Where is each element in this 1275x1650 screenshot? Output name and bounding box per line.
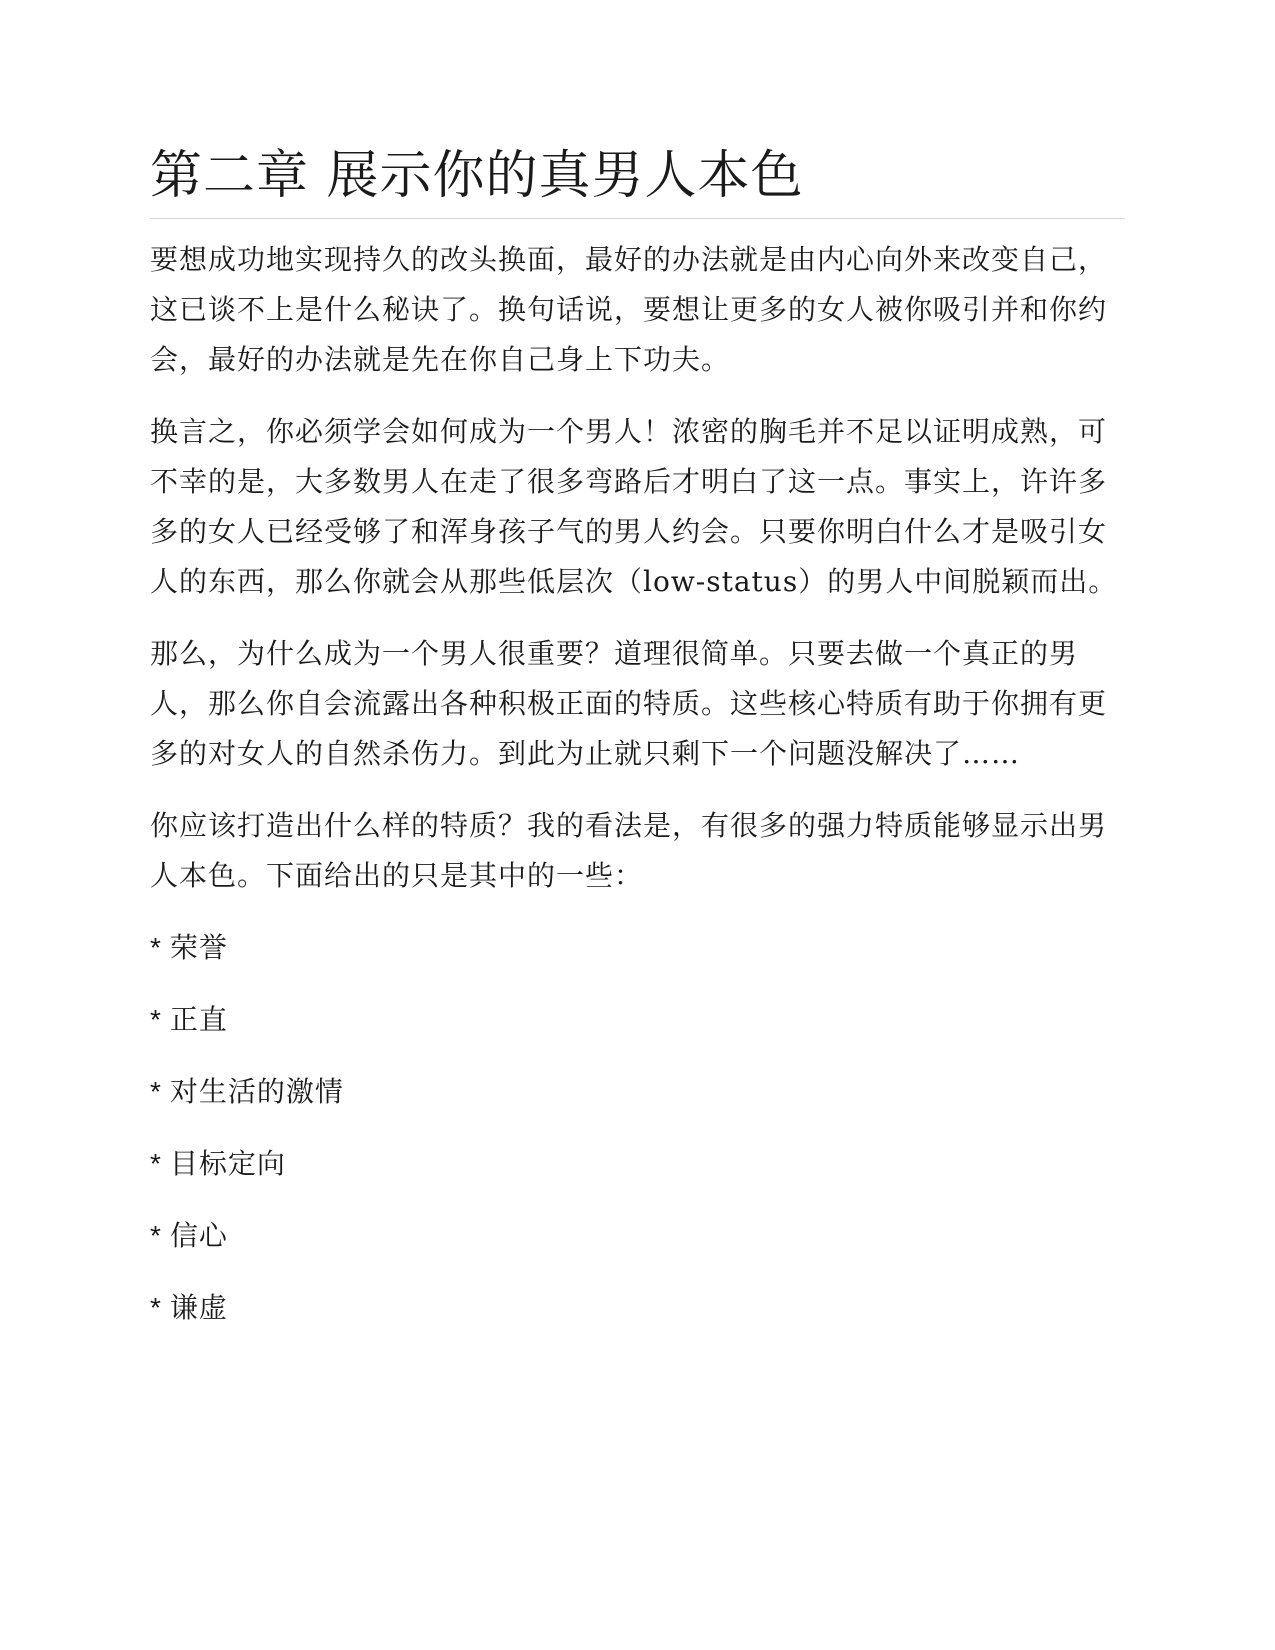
list-item (150, 1139, 1125, 1189)
bullet-marker: * (150, 1148, 162, 1179)
bullet-marker: * (150, 1004, 162, 1035)
paragraph-become-a-man: 换言之，你必须学会如何成为一个男人！浓密的胸毛并不足以证明成熟，可不幸的是，大多数男人在走了很多弯路后才明白了这一点。事实上，许许多多的女人已经受够了和浑身孩子气的男人约会。只要你明白什么才是吸引女人的东西，那么你就会从那些低层次（low-status）的男人中间脱颖而出。 (150, 415, 1118, 598)
trait-label: 对生活的激情 (169, 1075, 344, 1108)
traits-list (150, 923, 1125, 1333)
bullet-marker: * (150, 932, 162, 963)
paragraph-why-important: 那么，为什么成为一个男人很重要？道理很简单。只要去做一个真正的男人，那么你自会流露出各种积极正面的特质。这些核心特质有助于你拥有更多的对女人的自然杀伤力。到此为止就只剩下一个问题没解决了…… (150, 637, 1108, 770)
trait-label: 谦虚 (169, 1291, 228, 1324)
list-item (150, 923, 1125, 973)
list-item (150, 1067, 1125, 1117)
bullet-marker: * (150, 1220, 162, 1251)
paragraph-intro: 要想成功地实现持久的改头换面，最好的办法就是由内心向外来改变自己，这已谈不上是什么秘诀了。换句话说，要想让更多的女人被你吸引并和你约会，最好的办法就是先在你自己身上下功夫。 (150, 243, 1108, 376)
bullet-marker: * (150, 1292, 162, 1323)
paragraph-traits-intro: 你应该打造出什么样的特质？我的看法是，有很多的强力特质能够显示出男人本色。下面给出的只是其中的一些： (150, 809, 1108, 892)
bullet-marker: * (150, 1076, 162, 1107)
chapter-title: 第二章 展示你的真男人本色 (150, 140, 1125, 219)
trait-label: 信心 (169, 1219, 228, 1252)
trait-label: 目标定向 (169, 1147, 286, 1180)
list-item (150, 1283, 1125, 1333)
list-item (150, 995, 1125, 1045)
trait-label: 荣誉 (169, 931, 228, 964)
document-page (150, 140, 1125, 1355)
document-body (150, 235, 1125, 1333)
trait-label: 正直 (169, 1003, 228, 1036)
list-item (150, 1211, 1125, 1261)
